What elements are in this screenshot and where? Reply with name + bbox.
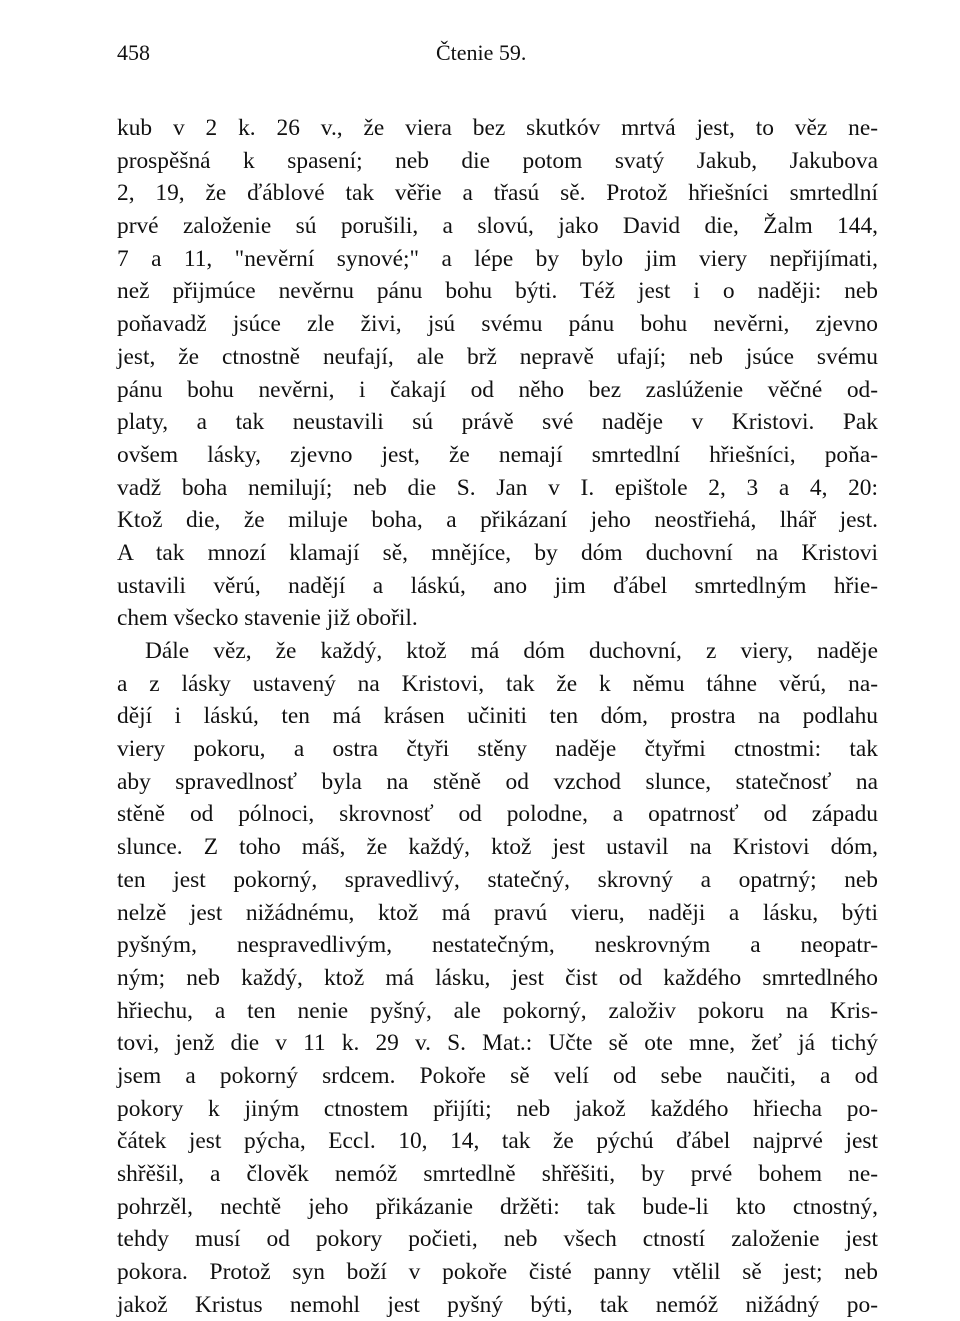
text-line: čátek jest pýcha, Eccl. 10, 14, tak že pýchú ďábel najprvé jest xyxy=(117,1128,878,1155)
text-line: pohrzěl, nechtě jeho přikázanie držěti: tak bude-li kto ctnostný, xyxy=(117,1193,878,1220)
text-line: chem všecko stavenie již obořil. xyxy=(117,605,418,632)
text-line: ným; neb každý, ktož má lásku, jest čist od každého smrtedlného xyxy=(117,964,878,991)
text-line: stěně od pólnoci, skrovnosť od polodne, a opatrnosť od západu xyxy=(117,801,878,828)
page-number: 458 xyxy=(117,40,150,65)
text-line: vadž boha nemilují; neb die S. Jan v I. epištole 2, 3 a 4, 20: xyxy=(117,474,878,501)
text-line: pokory k jiným ctnostem přijíti; neb jakož každého hřiecha po- xyxy=(117,1095,878,1122)
text-line: shřěšil, a člověk nemóž smrtedlně shřěšiti, by prvé bohem ne- xyxy=(117,1161,878,1187)
text-line: pyšným, nespravedlivým, nestatečným, neskrovným a neopatr- xyxy=(117,932,878,959)
text-line: než přijmúce nevěrnu pánu bohu býti. Též jest i o naději: neb xyxy=(117,278,878,305)
text-line: kub v 2 k. 26 v., že viera bez skutkóv mrtvá jest, to věz ne- xyxy=(117,115,878,141)
text-line: jsem a pokorný srdcem. Pokoře sě velí od sebe naučiti, a od xyxy=(117,1062,878,1089)
text-line: ten jest pokorný, spravedlivý, statečný, skrovný a opatrný; neb xyxy=(117,866,878,893)
text-line: A tak mnozí klamají sě, mnějíce, by dóm duchovní na Kristovi xyxy=(117,539,878,566)
text-line: hřiechu, a ten nenie pyšný, ale pokorný, založiv pokoru na Kris- xyxy=(117,997,878,1024)
text-line: platy, a tak neustavili sú právě své naděje v Kristovi. Pak xyxy=(117,409,878,436)
text-line: jest, že ctnostně neufají, ale brž nepravě ufají; neb jsúce svému xyxy=(117,343,878,370)
text-line: dějí i láskú, ten má krásen učiniti ten dóm, prostra na podlahu xyxy=(117,703,878,730)
text-line: 2, 19, že ďáblové tak věřie a třasú sě. Protož hřiešníci smrtedlní xyxy=(117,180,878,207)
text-line: ustavili věrú, nadějí a láskú, ano jim ďábel smrtedlným hřie- xyxy=(117,572,878,599)
running-title: Čtenie 59. xyxy=(436,40,527,65)
text-line: nelzě jest nižádnému, ktož má pravú vieru, naději a lásku, býti xyxy=(117,899,878,926)
text-line: 7 a 11, "nevěrní synové;" a lépe by bylo jim viery nepřijímati, xyxy=(117,245,878,272)
page-header xyxy=(0,40,960,70)
text-line: slunce. Z toho máš, že každý, ktož jest ustavil na Kristovi dóm, xyxy=(117,834,878,861)
text-line: viery pokoru, a ostra čtyři stěny naděje čtyřmi ctnostmi: tak xyxy=(117,736,878,763)
text-line: tehdy musí od pokory počieti, neb všech ctností založenie jest xyxy=(117,1226,878,1253)
text-line: pánu bohu nevěrni, i čakají od něho bez zaslúženie věčné od- xyxy=(117,376,878,403)
text-line: ovšem lásky, zjevno jest, že nemají smrtedlní hřiešníci, poňa- xyxy=(117,441,878,468)
text-line: aby spravedlnosť byla na stěně od vzchod slunce, statečnosť na xyxy=(117,768,878,795)
body-text xyxy=(117,112,878,1321)
text-line: pokora. Protož syn boží v pokoře čisté panny vtělil sě jest; neb xyxy=(117,1259,878,1286)
text-line: prvé založenie sú porušili, a slovú, jako David die, Žalm 144, xyxy=(117,213,878,240)
text-line: poňavadž jsúce zle živi, jsú svému pánu bohu nevěrni, zjevno xyxy=(117,311,878,338)
text-line: a z lásky ustavený na Kristovi, tak že k němu táhne věrú, na- xyxy=(117,670,878,697)
text-line: Ktož die, že miluje boha, a přikázaní jeho neostřiehá, lhář jest. xyxy=(117,507,878,534)
text-line: prospěšná k spasení; neb die potom svatý Jakub, Jakubova xyxy=(117,147,878,174)
text-line: jakož Kristus nemohl jest pyšný býti, tak nemóž nižádný po- xyxy=(117,1291,878,1318)
text-line: tovi, jenž die v 11 k. 29 v. S. Mat.: Učte sě ote mne, žeť já tichý xyxy=(117,1030,878,1057)
text-line: Dále věz, že každý, ktož má dóm duchovní, z viery, naděje xyxy=(145,638,878,664)
